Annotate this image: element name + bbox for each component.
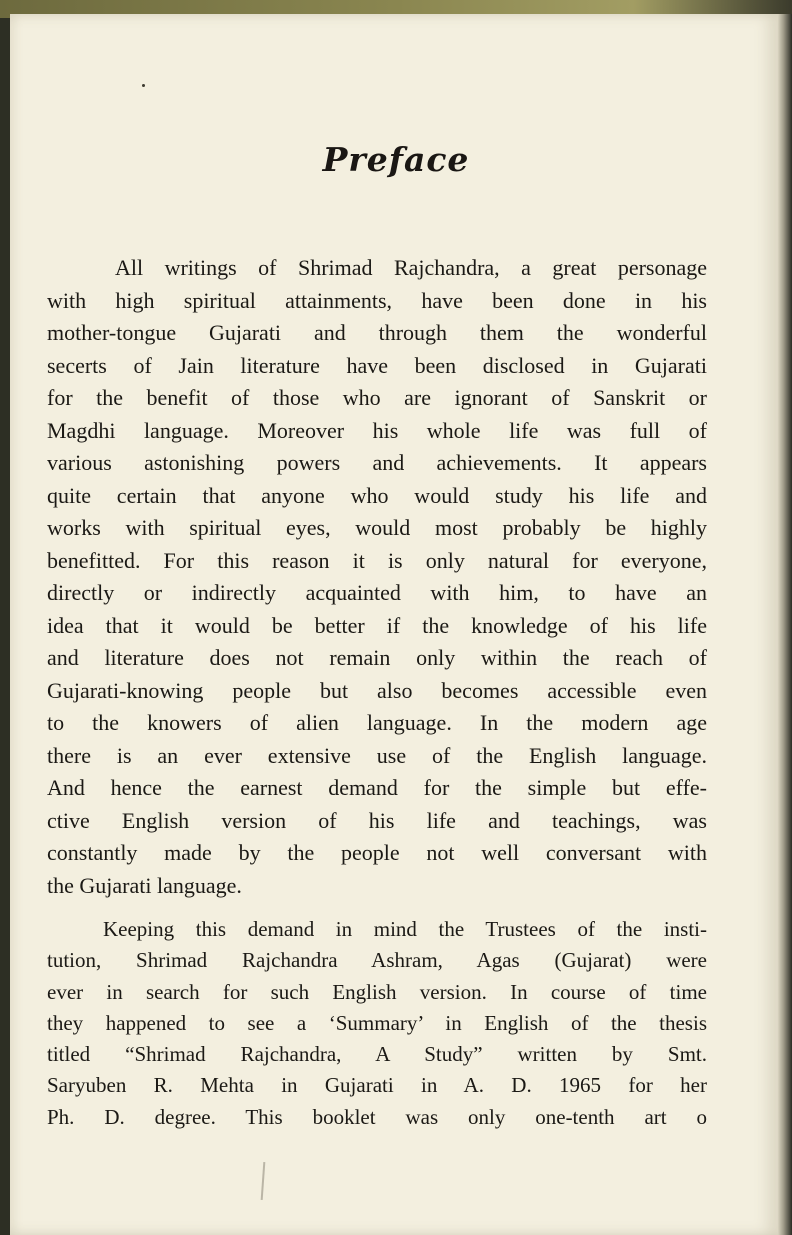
text-line: Gujarati-knowing people but also becomes accessible even bbox=[47, 677, 707, 703]
text-line: secerts of Jain literature have been disclosed in Gujarati bbox=[47, 352, 707, 378]
text-line: mother-tongue Gujarati and through them the wonderful bbox=[47, 320, 707, 345]
text-line: directly or indirectly acquainted with him, to have an bbox=[47, 580, 707, 605]
ink-speck bbox=[142, 84, 145, 87]
text-line: benefitted. For this reason it is only natural for everyone, bbox=[47, 547, 707, 573]
text-line: Keeping this demand in mind the Trustees of the insti- bbox=[103, 917, 707, 941]
page-title: Preface bbox=[322, 140, 470, 179]
text-line: idea that it would be better if the knowledge of his life bbox=[47, 612, 707, 638]
text-line: And hence the earnest demand for the simple but effe- bbox=[47, 775, 707, 800]
text-line: various astonishing powers and achievements. It appears bbox=[47, 450, 707, 475]
text-line: Ph. D. degree. This booklet was only one-tenth art o bbox=[47, 1104, 707, 1129]
text-line: quite certain that anyone who would study his life and bbox=[47, 482, 707, 508]
text-line: there is an ever extensive use of the English language. bbox=[47, 742, 707, 768]
text-line: titled “Shrimad Rajchandra, A Study” written by Smt. bbox=[47, 1042, 707, 1067]
text-line: ever in search for such English version. In course of time bbox=[47, 979, 707, 1004]
paragraph-1 bbox=[47, 252, 707, 902]
text-line: Magdhi language. Moreover his whole life was full of bbox=[47, 417, 707, 443]
text-line: and literature does not remain only within the reach of bbox=[47, 645, 707, 670]
page-binding-edge bbox=[778, 14, 792, 1235]
text-line: ctive English version of his life and teachings, was bbox=[47, 807, 707, 833]
text-line: tution, Shrimad Rajchandra Ashram, Agas (Gujarat) were bbox=[47, 948, 707, 973]
text-line: for the benefit of those who are ignorant of Sanskrit or bbox=[47, 385, 707, 410]
text-line: with high spiritual attainments, have been done in his bbox=[47, 287, 707, 313]
text-line: All writings of Shrimad Rajchandra, a great personage bbox=[115, 255, 707, 280]
text-line: constantly made by the people not well conversant with bbox=[47, 840, 707, 865]
text-line: the Gujarati language. bbox=[47, 872, 242, 898]
text-line: they happened to see a ‘Summary’ in English of the thesis bbox=[47, 1010, 707, 1035]
text-line: Saryuben R. Mehta in Gujarati in A. D. 1965 for her bbox=[47, 1073, 707, 1098]
text-line: to the knowers of alien language. In the modern age bbox=[47, 710, 707, 735]
paragraph-2 bbox=[47, 914, 707, 1133]
text-line: works with spiritual eyes, would most probably be highly bbox=[47, 515, 707, 540]
